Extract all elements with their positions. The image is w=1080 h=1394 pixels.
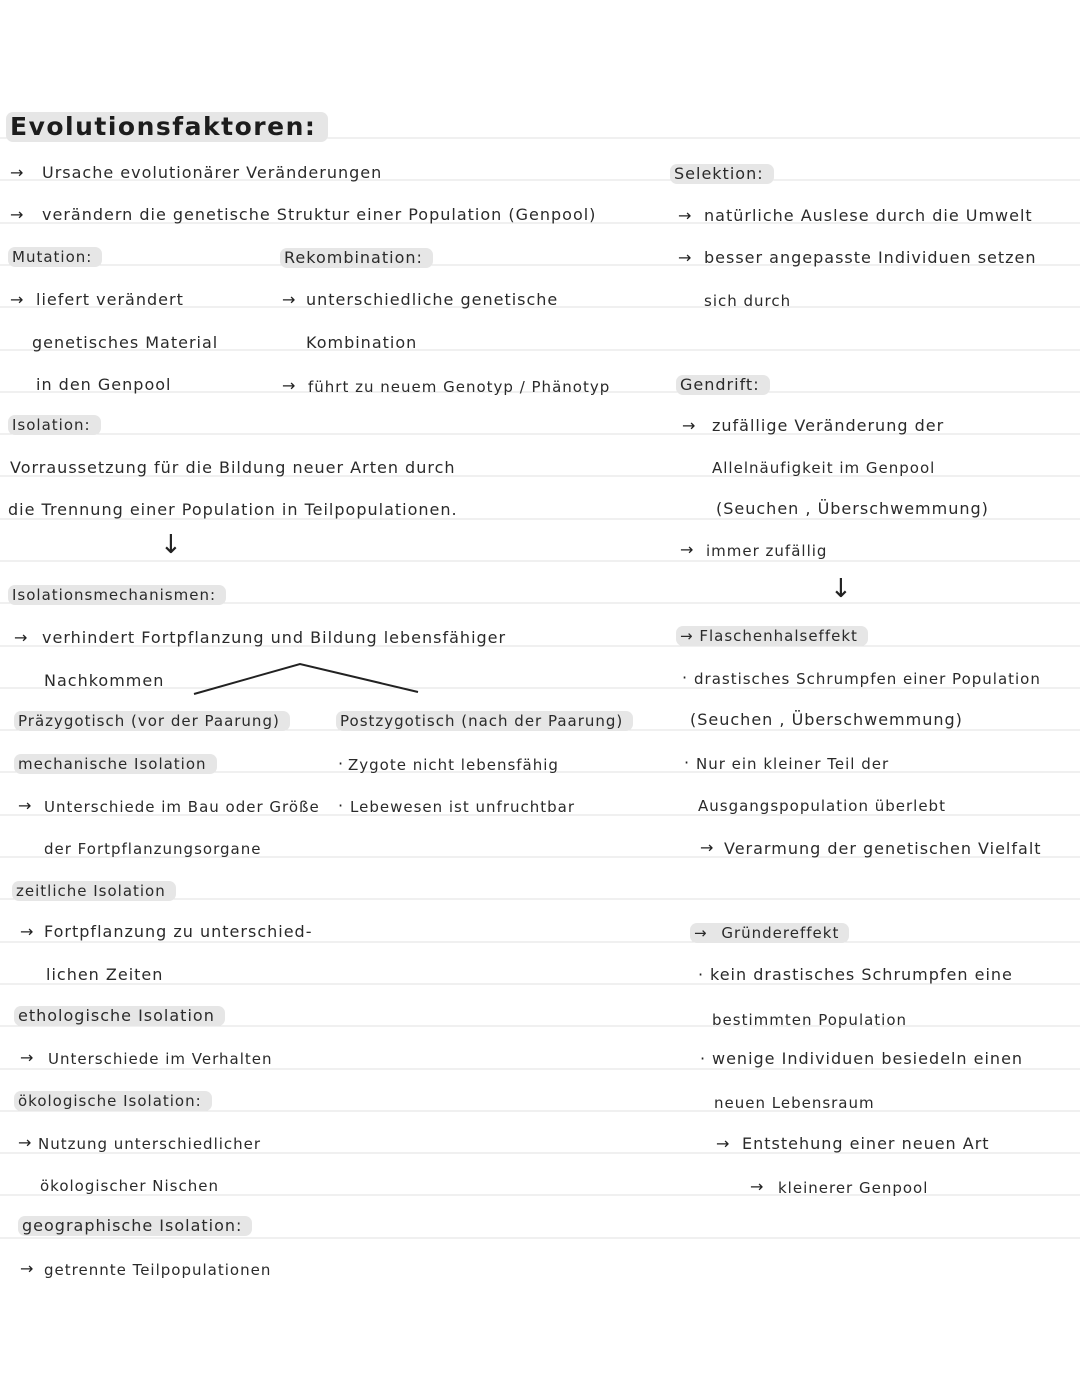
arrow-icon: → [18,796,33,815]
zeitliche-isolation-heading: zeitliche Isolation [12,881,176,901]
isolation-line-2: die Trennung einer Population in Teilpopulationen. [8,500,458,519]
gruender-line-3: wenige Individuen besiedeln einen [712,1049,1024,1068]
gendrift-line-4: immer zufällig [706,542,828,560]
mutation-line-1: liefert verändert [36,290,184,309]
flaschenhalseffekt-label: Flaschenhalseffekt [699,627,858,645]
gruendereffekt-label: Gründereffekt [721,924,840,942]
gendrift-line-3: (Seuchen , Überschwemmung) [716,499,989,518]
mechanische-isolation-heading: mechanische Isolation [14,754,217,774]
ethologische-isolation-heading: ethologische Isolation [14,1006,225,1026]
intro-line-1: Ursache evolutionärer Veränderungen [42,163,383,182]
arrow-icon: → [682,416,697,435]
postzygotisch-heading: Postzygotisch (nach der Paarung) [336,711,633,731]
rekombination-line-3: führt zu neuem Genotyp / Phänotyp [308,378,611,396]
mutation-line-2: genetisches Material [32,333,219,352]
praezygotisch-heading: Präzygotisch (vor der Paarung) [14,711,290,731]
gruender-line-2: bestimmten Population [712,1011,908,1029]
arrow-icon: → [750,1177,765,1196]
postzygotisch-line-1: Zygote nicht lebensfähig [348,756,559,774]
arrow-icon: → [678,248,693,267]
flaschenhals-line-4: Ausgangspopulation überlebt [698,797,946,815]
bullet-icon: · [682,668,689,687]
arrow-icon: → [282,376,297,395]
gendrift-line-2: Allelnäufigkeit im Genpool [712,459,936,477]
selektion-line-2: besser angepasste Individuen setzen [704,248,1037,267]
down-arrow-icon: ↓ [160,530,182,560]
geographische-isolation-line-1: getrennte Teilpopulationen [44,1261,272,1279]
isolation-line-1: Vorraussetzung für die Bildung neuer Arten durch [10,458,456,477]
gruender-line-5: Entstehung einer neuen Art [742,1134,990,1153]
bullet-icon: · [338,796,345,815]
arrow-icon: → [18,1133,33,1152]
zeitliche-isolation-line-2: lichen Zeiten [46,965,164,984]
arrow-icon: → [282,290,297,309]
oekologische-isolation-heading: ökologische Isolation: [14,1091,212,1111]
arrow-icon: → [680,540,695,559]
arrow-icon: → [678,206,693,225]
arrow-icon: → [700,838,715,857]
selektion-heading: Selektion: [670,164,774,184]
flaschenhals-line-1: drastisches Schrumpfen einer Population [694,670,1041,688]
isolation-heading: Isolation: [8,415,101,435]
gendrift-heading: Gendrift: [676,375,770,395]
branch-lines [190,660,430,700]
arrow-icon: → [680,627,694,645]
mechanismen-heading: Isolationsmechanismen: [8,585,226,605]
mechanische-isolation-line-1: Unterschiede im Bau oder Größe [44,798,320,816]
flaschenhals-line-2: (Seuchen , Überschwemmung) [690,710,963,729]
gruendereffekt-heading [690,923,849,943]
arrow-icon: → [14,628,29,647]
selektion-line-3: sich durch [704,292,792,310]
arrow-icon: → [20,1259,35,1278]
arrow-icon: → [10,290,25,309]
gruender-line-6: kleinerer Genpool [778,1179,929,1197]
oekologische-isolation-line-1: Nutzung unterschiedlicher [38,1135,262,1153]
arrow-icon: → [10,205,25,224]
mechanismen-line-1: verhindert Fortpflanzung und Bildung lebensfähiger [42,628,507,647]
mutation-heading: Mutation: [8,247,102,267]
flaschenhalseffekt-heading [676,626,868,646]
mechanismen-line-2: Nachkommen [44,671,165,690]
intro-line-2: verändern die genetische Struktur einer Population (Genpool) [42,205,597,224]
gruender-line-1: kein drastisches Schrumpfen eine [710,965,1013,984]
oekologische-isolation-line-2: ökologischer Nischen [40,1177,219,1195]
selektion-line-1: natürliche Auslese durch die Umwelt [704,206,1033,225]
page-title: Evolutionsfaktoren: [6,112,328,142]
rekombination-heading: Rekombination: [280,248,433,268]
ethologische-isolation-line-1: Unterschiede im Verhalten [48,1050,273,1068]
geographische-isolation-heading: geographische Isolation: [18,1216,252,1236]
flaschenhals-line-3: Nur ein kleiner Teil der [696,755,890,773]
bullet-icon: · [684,753,691,772]
zeitliche-isolation-line-1: Fortpflanzung zu unterschied- [44,922,313,941]
gendrift-line-1: zufällige Veränderung der [712,416,945,435]
rekombination-line-1: unterschiedliche genetische [306,290,559,309]
down-arrow-icon: ↓ [830,574,852,604]
bullet-icon: · [338,754,345,773]
arrow-icon: → [20,922,35,941]
bullet-icon: · [700,1049,707,1068]
flaschenhals-line-5: Verarmung der genetischen Vielfalt [724,839,1042,858]
gruender-line-4: neuen Lebensraum [714,1094,875,1112]
arrow-icon: → [694,924,708,942]
bullet-icon: · [698,965,705,984]
mutation-line-3: in den Genpool [36,375,172,394]
arrow-icon: → [20,1048,35,1067]
mechanische-isolation-line-2: der Fortpflanzungsorgane [44,840,262,858]
rekombination-line-2: Kombination [306,333,418,352]
postzygotisch-line-2: Lebewesen ist unfruchtbar [350,798,576,816]
arrow-icon: → [10,163,25,182]
arrow-icon: → [716,1134,731,1153]
